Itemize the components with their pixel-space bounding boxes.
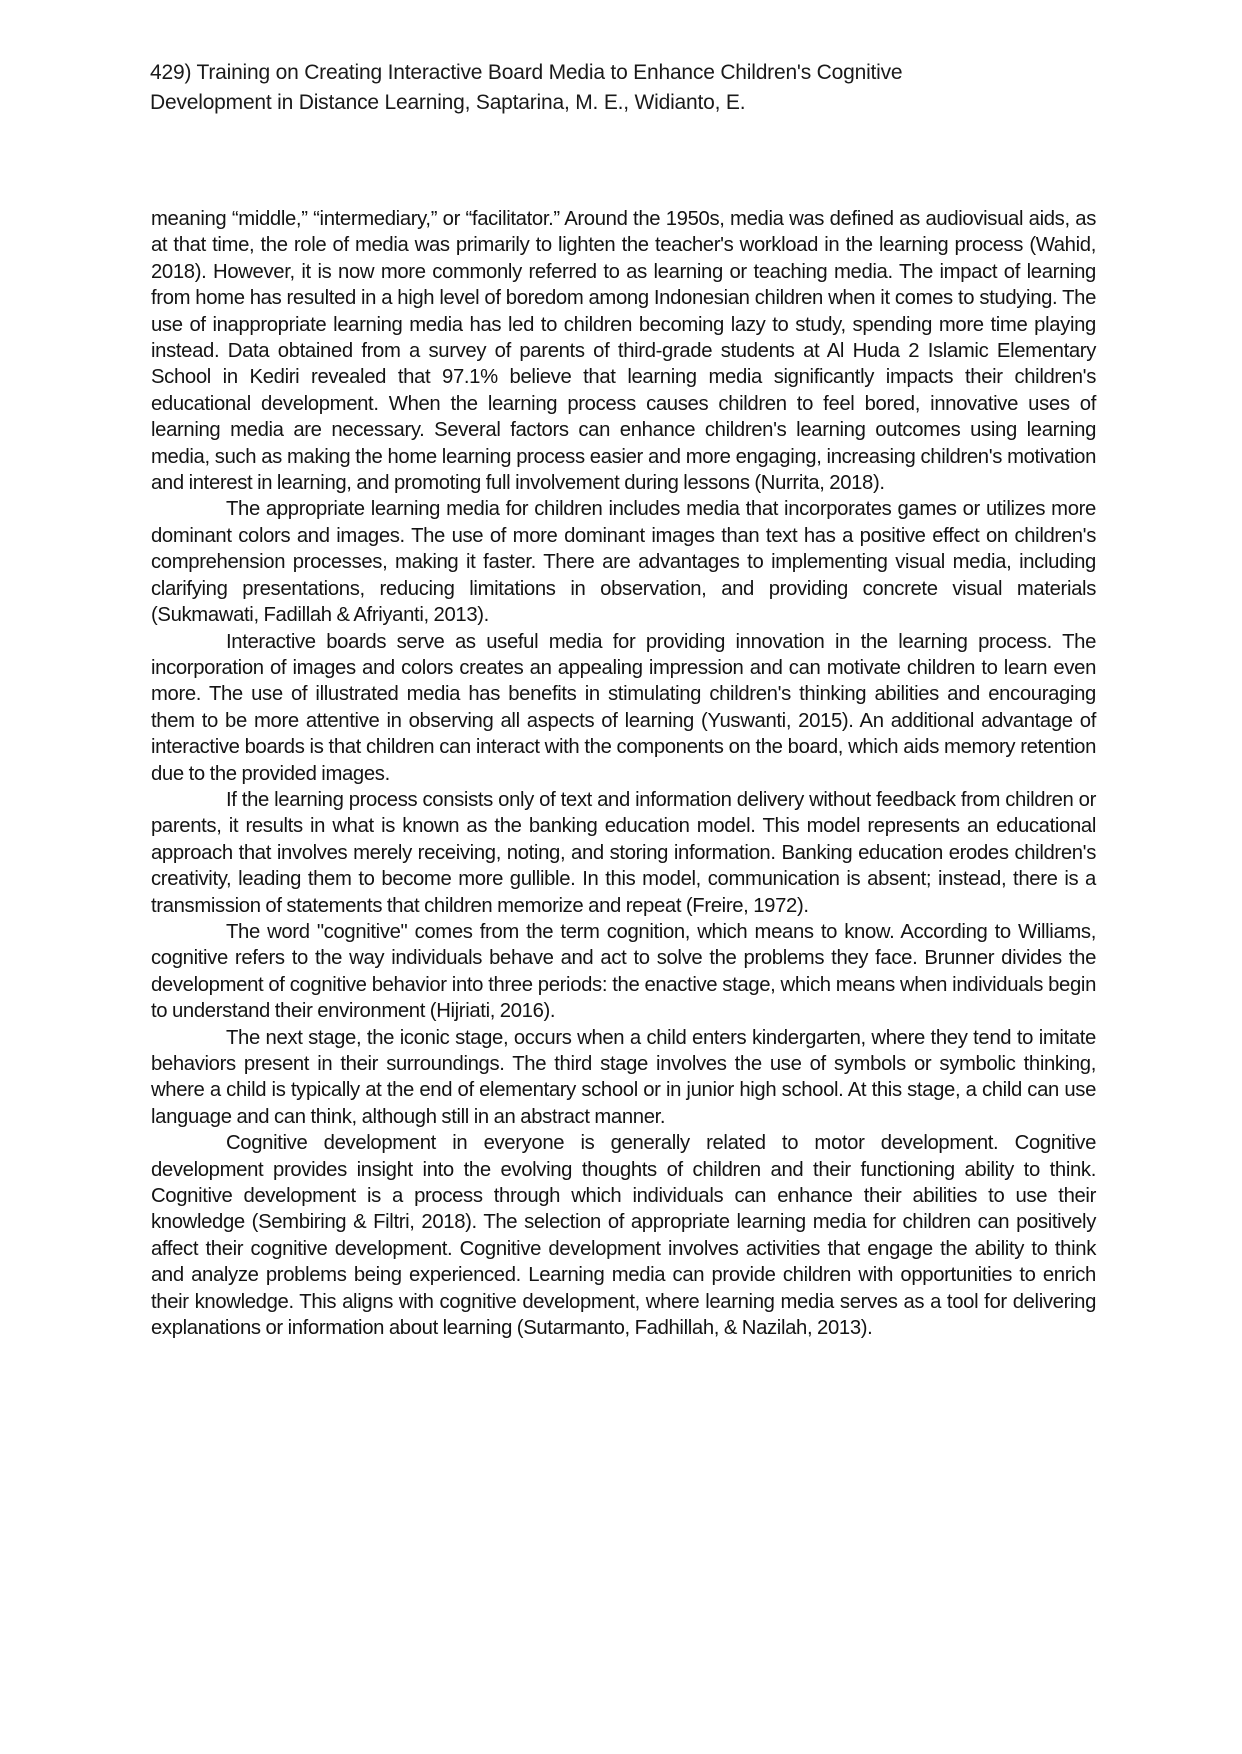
- paragraph-continued: meaning “middle,” “intermediary,” or “facilitator.” Around the 1950s, media was defined as audiovisual aids, as at that time, the role of media was primarily to lighten the teacher's workload in the learning process (Wahid, 2018). However, it is now more commonly referred to as learning or teaching media. The impact of learning from home has resulted in a high level of boredom among Indonesian children when it comes to studying. The use of inappropriate learning media has led to children becoming lazy to study, spending more time playing instead. Data obtained from a survey of parents of third-grade students at Al Huda 2 Islamic Elementary School in Kediri revealed that 97.1% believe that learning media significantly impacts their children's educational development. When the learning process causes children to feel bored, innovative uses of learning media are necessary. Several factors can enhance children's learning outcomes using learning media, such as making the home learning process easier and more engaging, increasing children's motivation and interest in learning, and promoting full involvement during lessons (Nurrita, 2018).: [151, 208, 1096, 495]
- paragraph: The word "cognitive" comes from the term cognition, which means to know. According to Williams, cognitive refers to the way individuals behave and act to solve the problems they face. Brunner divides the development of cognitive behavior into three periods: the enactive stage, which means when individuals begin to understand their environment (Hijriati, 2016).: [151, 920, 1096, 1023]
- paragraph: The next stage, the iconic stage, occurs when a child enters kindergarten, where they tend to imitate behaviors present in their surroundings. The third stage involves the use of symbols or symbolic thinking, where a child is typically at the end of elementary school or in junior high school. At this stage, a child can use language and can think, although still in an abstract manner.: [151, 1026, 1096, 1128]
- paragraph: The appropriate learning media for children includes media that incorporates games or utilizes more dominant colors and images. The use of more dominant images than text has a positive effect on children's comprehension processes, making it faster. There are advantages to implementing visual media, including clarifying presentations, reducing limitations in observation, and providing concrete visual materials (Sukmawati, Fadillah & Afriyanti, 2013).: [151, 498, 1096, 627]
- running-header-line-2: Development in Distance Learning, Saptarina, M. E., Widianto, E.: [150, 91, 746, 114]
- paragraph: If the learning process consists only of text and information delivery without feedback from children or parents, it results in what is known as the banking education model. This model represents an educational approach that involves merely receiving, noting, and storing information. Banking education erodes children's creativity, leading them to become more gullible. In this model, communication is absent; instead, there is a transmission of statements that children memorize and repeat (Freire, 1972).: [151, 788, 1096, 917]
- paragraph: Interactive boards serve as useful media for providing innovation in the learning process. The incorporation of images and colors creates an appealing impression and can motivate children to learn even more. The use of illustrated media has benefits in stimulating children's thinking abilities and encouraging them to be more attentive in observing all aspects of learning (Yuswanti, 2015). An additional advantage of interactive boards is that children can interact with the components on the board, which aids memory retention due to the provided images.: [151, 630, 1096, 785]
- running-header: [150, 58, 1050, 118]
- body-text: [151, 206, 1096, 1341]
- paragraph: Cognitive development in everyone is generally related to motor development. Cognitive development provides insight into the evolving thoughts of children and their functioning ability to think. Cognitive development is a process through which individuals can enhance their abilities to use their knowledge (Sembiring & Filtri, 2018). The selection of appropriate learning media for children can positively affect their cognitive development. Cognitive development involves activities that engage the ability to think and analyze problems being experienced. Learning media can provide children with opportunities to enrich their knowledge. This aligns with cognitive development, where learning media serves as a tool for delivering explanations or information about learning (Sutarmanto, Fadhillah, & Nazilah, 2013).: [151, 1132, 1096, 1340]
- running-header-line-1: 429) Training on Creating Interactive Board Media to Enhance Children's Cognitive: [150, 61, 903, 84]
